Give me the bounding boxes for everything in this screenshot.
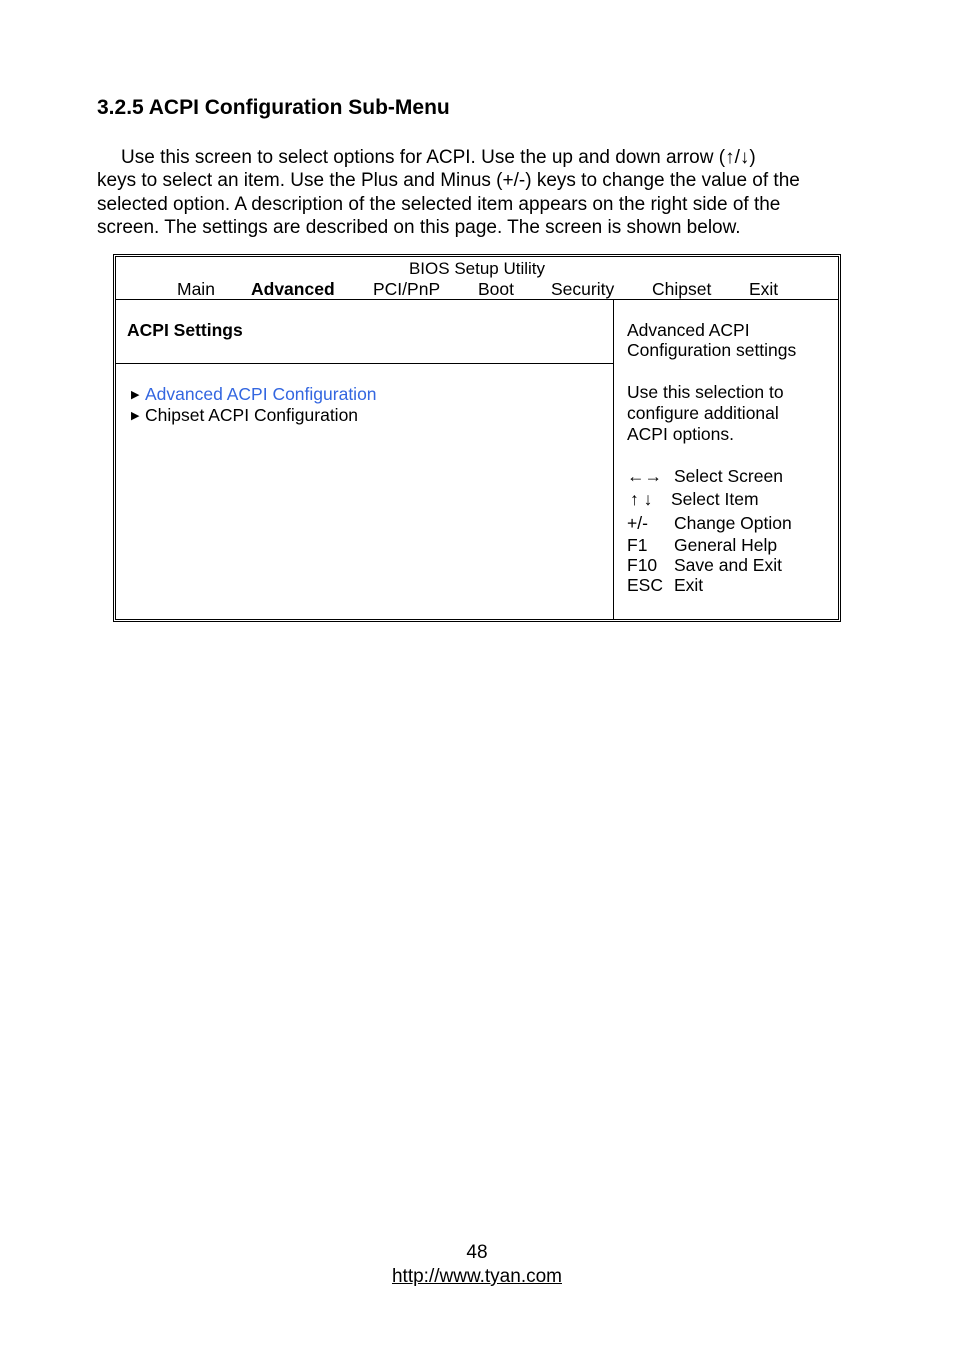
key-hint-exit [627,575,703,596]
bios-title: BIOS Setup Utility [408,259,546,278]
up-down-arrows-icon: ↑ ↓ [630,489,653,509]
footer-url [0,1266,954,1288]
key-action: Exit [674,575,704,595]
menu-item-label: Advanced ACPI Configuration [145,384,377,404]
tab-advanced[interactable]: Advanced [251,279,335,299]
section-heading: 3.2.5 ACPI Configuration Sub-Menu [97,96,450,119]
intro-line-2: keys to select an item. Use the Plus and Minus (+/-) keys to change the value of the [97,170,800,192]
key-label: F1 [627,535,648,555]
menu-item-advanced-acpi[interactable] [131,384,377,405]
intro-paragraph [97,146,857,240]
key-label: F10 [627,555,658,575]
tab-chipset[interactable]: Chipset [652,279,712,299]
settings-divider [116,363,613,364]
settings-pane [116,300,614,619]
submenu-list [131,384,377,426]
help-detail-line: configure additional [627,403,779,423]
intro-line-4: screen. The settings are described on this page. The screen is shown below. [97,217,741,239]
key-label: ESC [627,575,663,595]
tab-security[interactable]: Security [551,279,615,299]
menu-item-chipset-acpi[interactable] [131,405,377,426]
tab-pci-pnp[interactable]: PCI/PnP [373,279,441,299]
website-link[interactable]: http://www.tyan.com [391,1266,562,1287]
help-detail-line: ACPI options. [627,424,734,444]
left-right-arrows-icon: ←→ [627,466,662,486]
bios-tab-bar [116,279,838,299]
tab-main[interactable]: Main [177,279,215,299]
key-action: Save and Exit [674,555,782,575]
triangle-right-icon: ▶ [131,410,140,422]
key-action: Change Option [674,513,792,533]
help-detail-line: Use this selection to [627,382,784,402]
bios-header [116,257,838,300]
help-description-line: Advanced ACPI [627,320,750,340]
key-action: Select Screen [674,466,783,486]
triangle-right-icon: ▶ [131,389,140,401]
menu-item-label: Chipset ACPI Configuration [145,405,359,425]
key-action: General Help [674,535,778,555]
help-description-line: Configuration settings [627,340,797,360]
key-hint-change-option [627,513,792,534]
intro-line-1: Use this screen to select options for ACPI. Use the up and down arrow (↑/↓) [121,147,756,168]
key-hint-select-item [627,489,759,510]
settings-title: ACPI Settings [127,320,243,340]
key-label: +/- [627,513,648,533]
tab-exit[interactable]: Exit [749,279,779,299]
key-hint-general-help [627,535,777,556]
page-number: 48 [466,1242,488,1263]
tab-boot[interactable]: Boot [478,279,514,299]
key-hint-save-exit [627,555,782,576]
bios-screen [113,254,841,622]
intro-line-3: selected option. A description of the selected item appears on the right side of the [97,193,781,215]
key-hint-select-screen [627,466,783,487]
help-pane [627,300,838,619]
key-action: Select Item [671,489,759,509]
